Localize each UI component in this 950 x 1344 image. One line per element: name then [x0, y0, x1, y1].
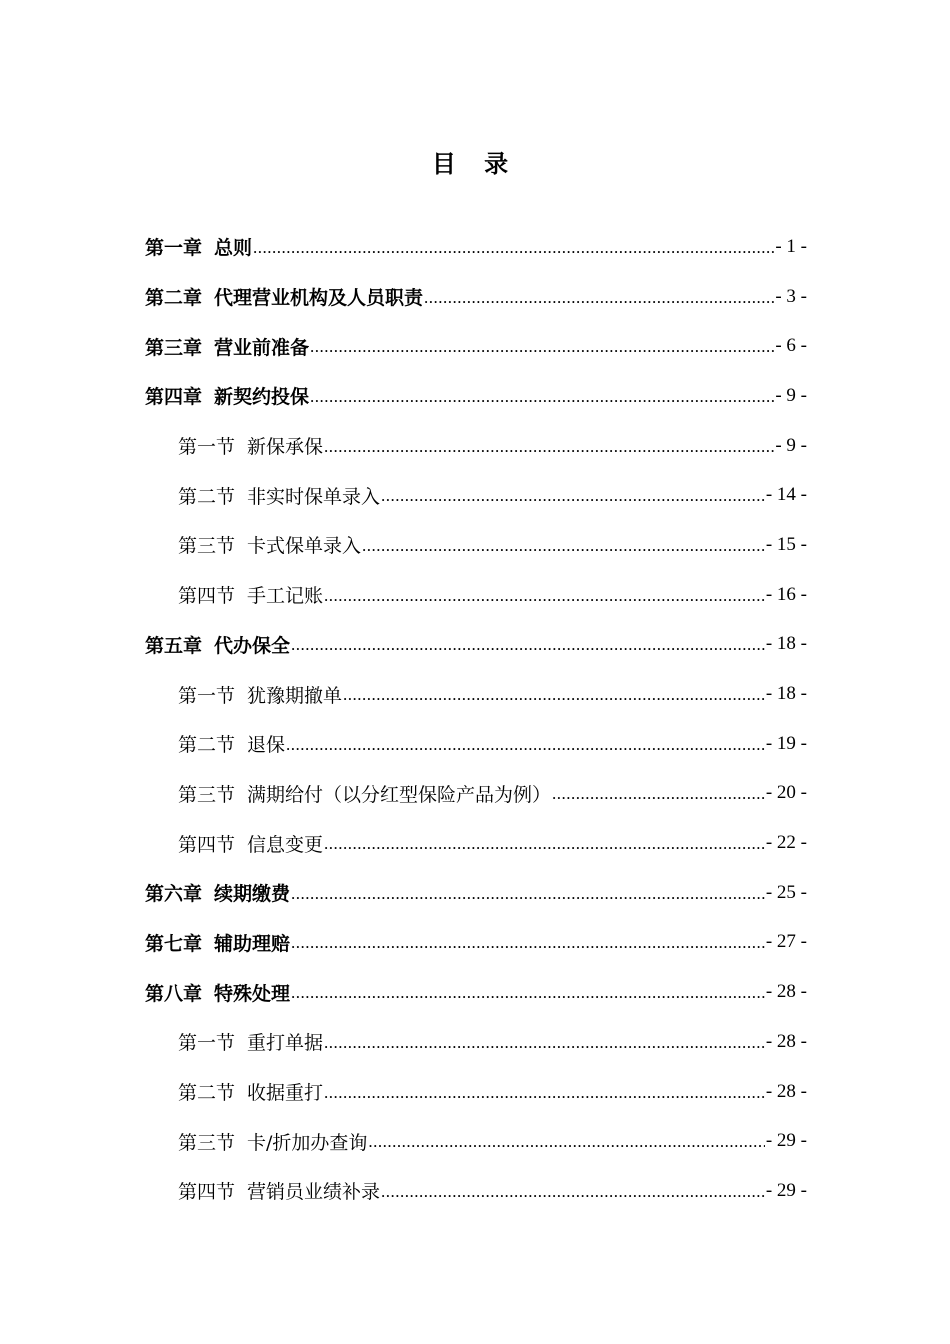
chapter-title: 续期缴费: [214, 883, 291, 906]
toc-entry-label: [145, 283, 423, 310]
toc-entry-label: [145, 333, 309, 360]
chapter-title: 新契约投保: [214, 386, 310, 409]
toc-entry-label: [178, 830, 323, 857]
page-number: - 15 -: [765, 533, 807, 555]
toc-entry-label: [145, 382, 309, 409]
page-number: - 1 -: [775, 235, 807, 257]
page-title: 目 录: [431, 150, 519, 178]
toc-section-entry[interactable]: [145, 1166, 807, 1216]
chapter-number: 第二章: [145, 287, 203, 310]
section-number: 第一节: [178, 684, 236, 707]
chapter-number: 第一章: [145, 237, 203, 260]
section-title: 信息变更: [247, 833, 324, 856]
chapter-number: 第八章: [145, 982, 203, 1005]
toc-entry-label: [178, 531, 361, 558]
table-of-contents: [145, 222, 807, 1216]
toc-entry-label: [178, 581, 323, 608]
toc-entry-label: [145, 233, 252, 260]
page-number: - 3 -: [775, 285, 807, 307]
chapter-number: 第五章: [145, 634, 203, 657]
dot-leader: [253, 238, 774, 258]
chapter-title: 营业前准备: [214, 336, 310, 359]
page-number: - 22 -: [765, 832, 807, 854]
page-number: - 28 -: [765, 1030, 807, 1052]
toc-entry-label: [178, 730, 285, 757]
section-number: 第四节: [178, 1181, 236, 1204]
dot-leader: [310, 337, 774, 357]
chapter-title: 辅助理赔: [214, 932, 291, 955]
toc-entry-label: [145, 929, 290, 956]
toc-entry-label: [178, 780, 551, 807]
toc-chapter-entry[interactable]: [145, 918, 807, 968]
dot-leader: [324, 834, 765, 854]
toc-chapter-entry[interactable]: [145, 967, 807, 1017]
section-number: 第一节: [178, 1032, 236, 1055]
chapter-number: 第四章: [145, 386, 203, 409]
toc-chapter-entry[interactable]: [145, 371, 807, 421]
section-title: 手工记账: [247, 585, 324, 608]
toc-section-entry[interactable]: [145, 719, 807, 769]
page-number: - 9 -: [775, 434, 807, 456]
page-number: - 28 -: [765, 981, 807, 1003]
section-number: 第四节: [178, 833, 236, 856]
chapter-title: 代办保全: [214, 634, 291, 657]
page-number: - 19 -: [765, 732, 807, 754]
section-title: 卡/折加办查询: [247, 1131, 368, 1154]
chapter-number: 第六章: [145, 883, 203, 906]
toc-section-entry[interactable]: [145, 520, 807, 570]
toc-entry-label: [178, 1128, 367, 1155]
page-number: - 25 -: [765, 881, 807, 903]
toc-section-entry[interactable]: [145, 769, 807, 819]
toc-chapter-entry[interactable]: [145, 321, 807, 371]
toc-section-entry[interactable]: [145, 570, 807, 620]
page-number: - 29 -: [765, 1179, 807, 1201]
toc-section-entry[interactable]: [145, 1017, 807, 1067]
dot-leader: [324, 1083, 765, 1103]
dot-leader: [324, 1033, 765, 1053]
dot-leader: [291, 884, 765, 904]
dot-leader: [291, 933, 765, 953]
chapter-title: 代理营业机构及人员职责: [214, 287, 424, 310]
dot-leader: [552, 784, 765, 804]
toc-section-entry[interactable]: [145, 1067, 807, 1117]
section-number: 第三节: [178, 535, 236, 558]
toc-entry-label: [178, 1078, 323, 1105]
toc-entry-label: [178, 681, 342, 708]
page-number: - 29 -: [765, 1130, 807, 1152]
toc-section-entry[interactable]: [145, 1116, 807, 1166]
section-title: 新保承保: [247, 436, 324, 459]
toc-entry-label: [145, 979, 290, 1006]
page-number: - 14 -: [765, 484, 807, 506]
toc-section-entry[interactable]: [145, 421, 807, 471]
toc-entry-label: [145, 879, 290, 906]
toc-chapter-entry[interactable]: [145, 620, 807, 670]
section-number: 第三节: [178, 783, 236, 806]
section-number: 第三节: [178, 1131, 236, 1154]
dot-leader: [286, 735, 765, 755]
section-number: 第二节: [178, 485, 236, 508]
dot-leader: [343, 685, 765, 705]
toc-chapter-entry[interactable]: [145, 222, 807, 272]
section-number: 第二节: [178, 1082, 236, 1105]
dot-leader: [362, 536, 765, 556]
page-number: - 16 -: [765, 583, 807, 605]
section-title: 非实时保单录入: [247, 485, 381, 508]
dot-leader: [324, 437, 774, 457]
dot-leader: [324, 586, 765, 606]
dot-leader: [381, 1182, 765, 1202]
chapter-title: 特殊处理: [214, 982, 291, 1005]
section-title: 卡式保单录入: [247, 535, 362, 558]
page-number: - 9 -: [775, 384, 807, 406]
toc-section-entry[interactable]: [145, 818, 807, 868]
section-number: 第二节: [178, 734, 236, 757]
toc-entry-label: [178, 432, 323, 459]
section-title: 退保: [247, 734, 286, 757]
section-title: 营销员业绩补录: [247, 1181, 381, 1204]
dot-leader: [291, 983, 765, 1003]
chapter-number: 第七章: [145, 932, 203, 955]
toc-chapter-entry[interactable]: [145, 868, 807, 918]
toc-entry-label: [178, 1028, 323, 1055]
section-title: 犹豫期撤单: [247, 684, 343, 707]
toc-entry-label: [178, 1177, 380, 1204]
dot-leader: [381, 486, 765, 506]
page-number: - 18 -: [765, 633, 807, 655]
toc-section-entry[interactable]: [145, 470, 807, 520]
chapter-title: 总则: [214, 237, 253, 260]
toc-entry-label: [145, 631, 290, 658]
dot-leader: [424, 288, 774, 308]
page-number: - 20 -: [765, 782, 807, 804]
page-number: - 27 -: [765, 931, 807, 953]
chapter-number: 第三章: [145, 336, 203, 359]
page-number: - 28 -: [765, 1080, 807, 1102]
section-number: 第四节: [178, 585, 236, 608]
page-number: - 6 -: [775, 335, 807, 357]
section-number: 第一节: [178, 436, 236, 459]
dot-leader: [310, 387, 774, 407]
section-title: 重打单据: [247, 1032, 324, 1055]
dot-leader: [291, 635, 765, 655]
page-number: - 18 -: [765, 683, 807, 705]
toc-chapter-entry[interactable]: [145, 272, 807, 322]
toc-section-entry[interactable]: [145, 669, 807, 719]
dot-leader: [368, 1132, 764, 1152]
section-title: 满期给付（以分红型保险产品为例）: [247, 783, 552, 806]
toc-entry-label: [178, 482, 380, 509]
section-title: 收据重打: [247, 1082, 324, 1105]
